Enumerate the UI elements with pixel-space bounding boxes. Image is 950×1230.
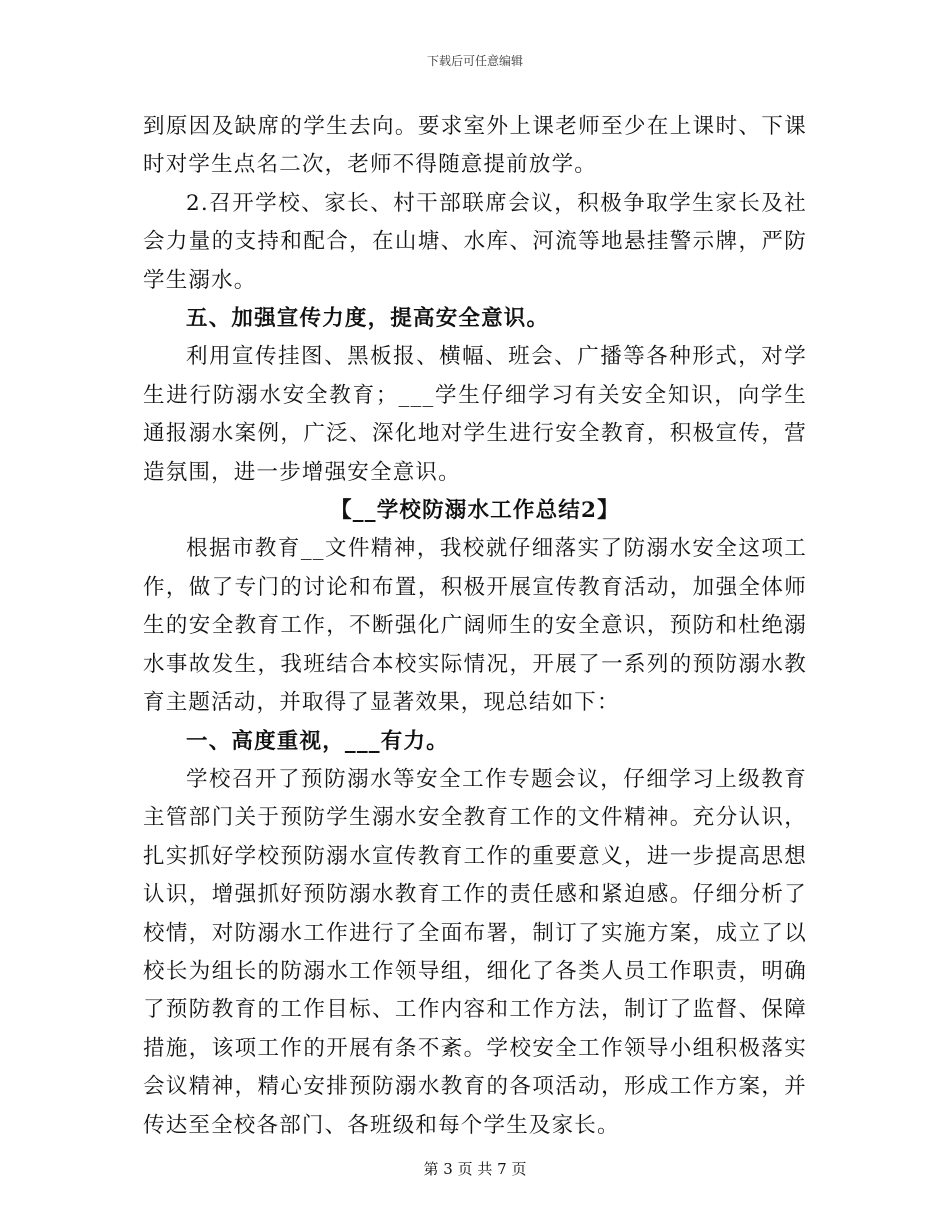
- paragraph-item-2: 2.召开学校、家长、村干部联席会议，积极争取学生家长及社会力量的支持和配合，在山塘、水库、河流等地悬挂警示牌，严防学生溺水。: [143, 190, 807, 293]
- document-body: [143, 108, 807, 1145]
- page-number: 第 3 页 共 7 页: [423, 1160, 527, 1178]
- paragraph-continuation: 到原因及缺席的学生去向。要求室外上课老师至少在上课时、下课时对学生点名二次，老师不得随意提前放学。: [143, 114, 807, 178]
- document-section-title: 【__学校防溺水工作总结2】: [330, 498, 620, 524]
- section-heading-1: 一、高度重视，___有力。: [186, 728, 449, 754]
- paragraph-meeting: 学校召开了预防溺水等安全工作专题会议，仔细学习上级教育主管部门关于预防学生溺水安全教育工作的文件精神。充分认识，扎实抓好学校预防溺水宣传教育工作的重要意义，进一步提高思想认识，增强抓好预防溺水教育工作的责任感和紧迫感。仔细分析了校情，对防溺水工作进行了全面布署，制订了实施方案，成立了以校长为组长的防溺水工作领导组，细化了各类人员工作职责，明确了预防教育的工作目标、工作内容和工作方法，制订了监督、保障措施，该项工作的开展有条不紊。学校安全工作领导小组积极落实会议精神，精心安排预防溺水教育的各项活动，形成工作方案，并传达至全校各部门、各班级和每个学生及家长。: [143, 766, 807, 1138]
- paragraph-publicity: 利用宣传挂图、黑板报、横幅、班会、广播等各种形式，对学生进行防溺水安全教育；___学生仔细学习有关安全知识，向学生通报溺水案例，广泛、深化地对学生进行安全教育，积极宣传，营造氛围，进一步增强安全意识。: [143, 344, 807, 485]
- section-heading-5: 五、加强宣传力度，提高安全意识。: [186, 306, 550, 332]
- page-header: 下载后可任意编辑: [426, 54, 523, 68]
- paragraph-intro: 根据市教育__文件精神，我校就仔细落实了防溺水安全这项工作，做了专门的讨论和布置，积极开展宣传教育活动，加强全体师生的安全教育工作，不断强化广阔师生的安全意识，预防和杜绝溺水事故发生，我班结合本校实际情况，开展了一系列的预防溺水教育主题活动，并取得了显著效果，现总结如下：: [143, 536, 807, 716]
